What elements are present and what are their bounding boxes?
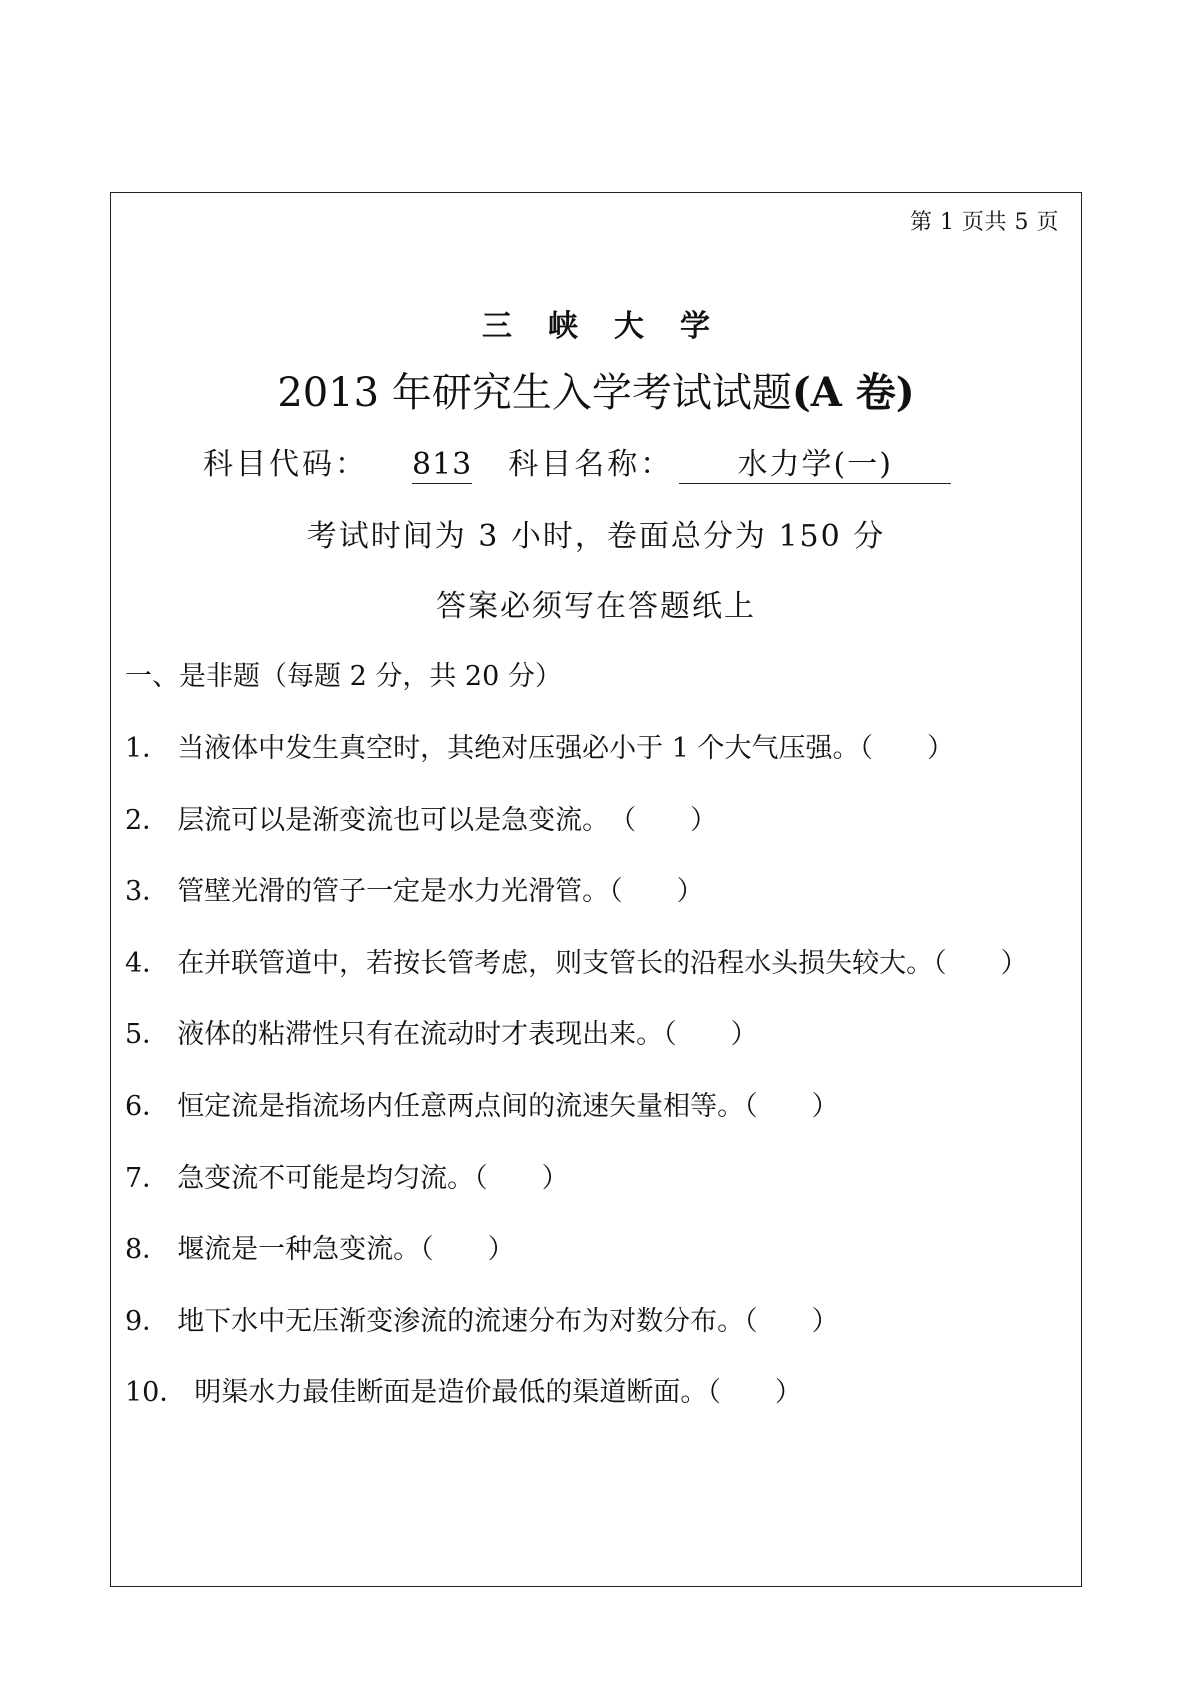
question-item xyxy=(125,1084,1065,1156)
exam-page-frame xyxy=(110,192,1082,1587)
question-item xyxy=(125,1227,1065,1299)
question-number: 3． xyxy=(125,876,170,908)
exam-duration-info: 考试时间为 3 小时，卷面总分为 150 分 xyxy=(306,519,886,554)
question-item xyxy=(125,1012,1065,1084)
question-number: 5． xyxy=(125,1019,170,1051)
university-name: 三峡大学 xyxy=(482,309,746,344)
section-heading: 一、是非题（每题 2 分，共 20 分） xyxy=(125,661,562,692)
question-list xyxy=(125,726,1065,1442)
answer-sheet-note: 答案必须写在答题纸上 xyxy=(436,589,756,624)
subject-name-value: 水力学(一) xyxy=(679,447,951,484)
question-number: 4． xyxy=(125,947,170,979)
subject-code-label: 科目代码： xyxy=(203,447,368,482)
question-item xyxy=(125,726,1065,798)
question-item xyxy=(125,1299,1065,1371)
question-text: 急变流不可能是均匀流。（ ） xyxy=(177,1162,569,1194)
subject-code-value: 813 xyxy=(412,447,473,482)
question-text: 明渠水力最佳断面是造价最低的渠道断面。（ ） xyxy=(194,1377,802,1409)
subject-name-label: 科目名称： xyxy=(508,447,674,482)
question-number: 2． xyxy=(125,804,170,836)
question-number: 7． xyxy=(125,1162,170,1194)
question-text: 当液体中发生真空时，其绝对压强必小于 1 个大气压强。（ ） xyxy=(177,733,955,764)
paper-label: (A 卷) xyxy=(791,369,915,416)
page-number: 第 1 页共 5 页 xyxy=(910,210,1059,235)
question-number: 9． xyxy=(125,1305,170,1337)
question-item xyxy=(125,1156,1065,1228)
question-item xyxy=(125,941,1065,1013)
question-text: 在并联管道中，若按长管考虑，则支管长的沿程水头损失较大。（ ） xyxy=(177,947,1028,979)
question-number: 8． xyxy=(125,1234,170,1266)
question-item xyxy=(125,798,1065,870)
question-text: 堰流是一种急变流。（ ） xyxy=(177,1234,515,1266)
subject-line xyxy=(203,439,951,484)
question-item xyxy=(125,869,1065,941)
question-number: 6． xyxy=(125,1090,170,1122)
question-text: 管壁光滑的管子一定是水力光滑管。（ ） xyxy=(177,876,704,908)
exam-title-text: 2013 年研究生入学考试试题 xyxy=(277,370,792,416)
question-number: 10． xyxy=(125,1377,187,1409)
question-text: 层流可以是渐变流也可以是急变流。 （ ） xyxy=(177,804,718,836)
question-text: 液体的粘滞性只有在流动时才表现出来。（ ） xyxy=(177,1019,758,1051)
question-text: 地下水中无压渐变渗流的流速分布为对数分布。（ ） xyxy=(177,1305,839,1337)
question-item xyxy=(125,1370,1065,1442)
question-text: 恒定流是指流场内任意两点间的流速矢量相等。（ ） xyxy=(177,1090,839,1122)
exam-title xyxy=(111,361,1081,418)
question-number: 1． xyxy=(125,733,170,764)
